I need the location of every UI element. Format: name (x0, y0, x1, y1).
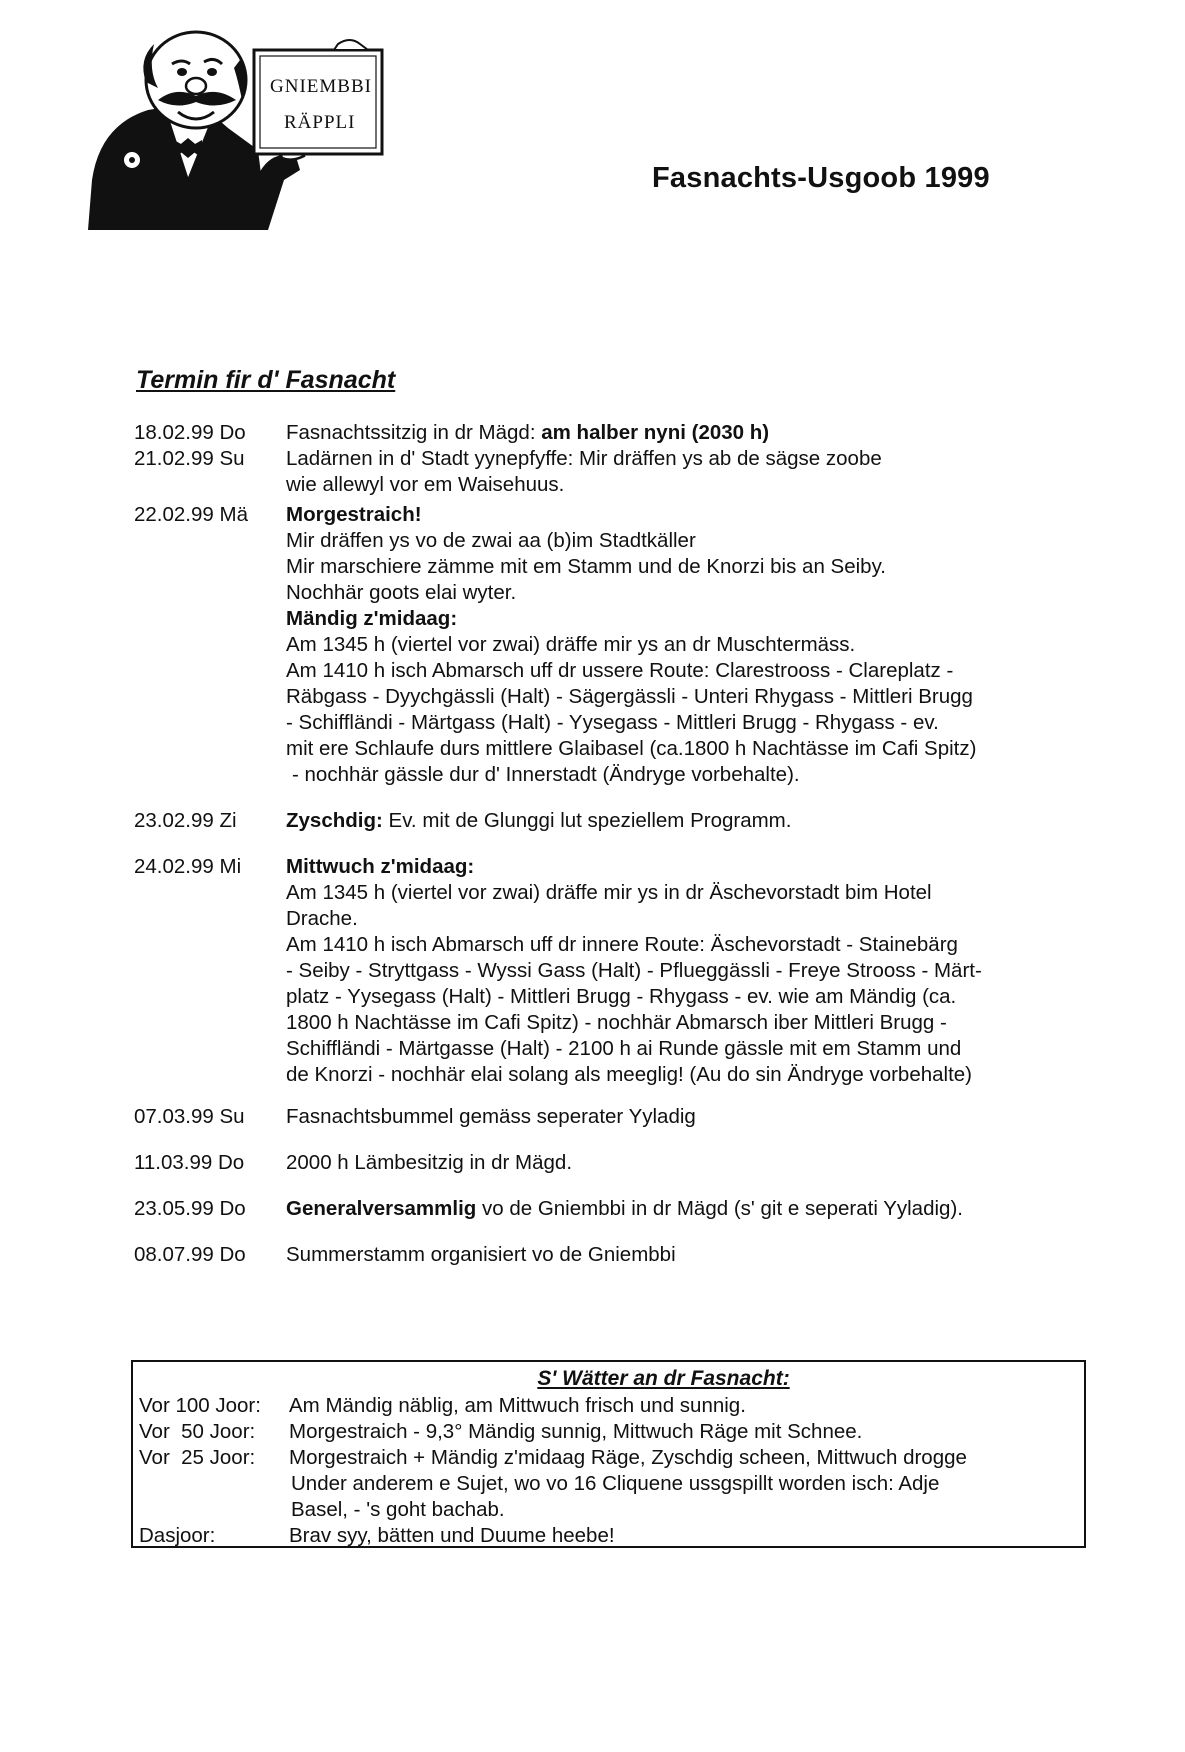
section-title: Termin fir d' Fasnacht (136, 366, 396, 394)
weather-text: Brav syy, bätten und Duume heebe! (289, 1524, 615, 1547)
entry-date: 23.02.99 Zi (134, 809, 237, 832)
entry-text: - nochhär gässle dur d' Innerstadt (Ändryge vorbehalte). (292, 763, 800, 786)
entry-text: wie allewyl vor em Waisehuus. (286, 473, 565, 496)
weather-label: Dasjoor: (139, 1524, 216, 1547)
schedule-entry (134, 1150, 1134, 1176)
logo-sign-line2: RÄPPLI (284, 112, 356, 133)
schedule-entry (134, 446, 1134, 498)
weather-row (139, 1523, 1078, 1549)
entry-text: Ladärnen in d' Stadt yynepfyffe: Mir dräffen ys ab de sägse zoobe (286, 447, 882, 470)
entry-date: 08.07.99 Do (134, 1243, 246, 1266)
schedule-entry (134, 502, 1134, 788)
document-title: Fasnachts-Usgoob 1999 (652, 162, 990, 194)
schedule-list (134, 420, 1134, 1268)
weather-title: S' Wätter an dr Fasnacht: (537, 1367, 790, 1390)
weather-text: Am Mändig näblig, am Mittwuch frisch und sunnig. (289, 1394, 746, 1417)
entry-text: Am 1345 h (viertel vor zwai) dräffe mir ys an dr Muschtermäss. (286, 633, 856, 656)
entry-heading: Mändig z'midaag: (286, 607, 458, 630)
entry-text: Mir dräffen ys vo de zwai aa (b)im Stadtkäller (286, 529, 696, 552)
entry-date: 07.03.99 Su (134, 1105, 245, 1128)
entry-text: mit ere Schlaufe durs mittlere Glaibasel (ca.1800 h Nachtässe im Cafi Spitz) (286, 737, 977, 760)
entry-text: Fasnachtsbummel gemäss seperater Yyladig (286, 1105, 696, 1128)
entry-text: Drache. (286, 907, 358, 930)
weather-label: Vor 50 Joor: (139, 1420, 256, 1443)
entry-text-bold: Generalversammlig (286, 1197, 477, 1220)
entry-text: 1800 h Nachtässe im Cafi Spitz) - nochhär Abmarsch iber Mittleri Brugg - (286, 1011, 947, 1034)
weather-text: Morgestraich - 9,3° Mändig sunnig, Mittwuch Räge mit Schnee. (289, 1420, 863, 1443)
schedule-entry (134, 808, 1134, 834)
gniembbi-logo (88, 30, 428, 230)
schedule-entry (134, 854, 1134, 1088)
weather-row (139, 1445, 1078, 1523)
entry-content (284, 854, 1134, 1088)
entry-text: Am 1345 h (viertel vor zwai) dräffe mir ys in dr Äschevorstadt bim Hotel (286, 881, 932, 904)
entry-text: 2000 h Lämbesitzig in dr Mägd. (286, 1151, 573, 1174)
entry-content (284, 1242, 1134, 1268)
entry-date: 11.03.99 Do (134, 1151, 245, 1174)
entry-text: Fasnachtssitzig in dr Mägd: (286, 421, 542, 444)
schedule-entry (134, 1196, 1134, 1222)
entry-content (284, 808, 1134, 834)
entry-text: - Seiby - Stryttgass - Wyssi Gass (Halt) - Pflueggässli - Freye Strooss - Märt- (286, 959, 982, 982)
entry-text-bold: Zyschdig: (286, 809, 383, 832)
entry-date: 24.02.99 Mi (134, 855, 242, 878)
schedule-entry (134, 1104, 1134, 1130)
entry-content (284, 446, 1134, 498)
entry-text: Am 1410 h isch Abmarsch uff dr innere Route: Äschevorstadt - Stainebärg (286, 933, 958, 956)
entry-date: 22.02.99 Mä (134, 503, 248, 526)
entry-text: de Knorzi - nochhär elai solang als meeglig! (Au do sin Ändryge vorbehalte) (286, 1063, 972, 1086)
entry-content (284, 1150, 1134, 1176)
weather-row (139, 1419, 1078, 1445)
entry-text: Mir marschiere zämme mit em Stamm und de Knorzi bis an Seiby. (286, 555, 887, 578)
entry-date: 23.05.99 Do (134, 1197, 246, 1220)
weather-box (131, 1360, 1086, 1548)
schedule-entry (134, 420, 1134, 446)
entry-text: Schiffländi - Märtgasse (Halt) - 2100 h ai Runde gässle mit em Stamm und (286, 1037, 962, 1060)
entry-text: vo de Gniembbi in dr Mägd (s' git e seperati Yyladig). (476, 1197, 963, 1220)
schedule-entry (134, 1242, 1134, 1268)
weather-text: Basel, - 's goht bachab. (291, 1498, 505, 1521)
entry-text: - Schiffländi - Märtgass (Halt) - Yysegass - Mittleri Brugg - Rhygass - ev. (286, 711, 939, 734)
weather-text: Under anderem e Sujet, wo vo 16 Cliquene ussgspillt worden isch: Adje (291, 1472, 940, 1495)
entry-text: Nochhär goots elai wyter. (286, 581, 517, 604)
entry-text: platz - Yysegass (Halt) - Mittleri Brugg - Rhygass - ev. wie am Mändig (ca. (286, 985, 957, 1008)
weather-label: Vor 100 Joor: (139, 1394, 261, 1417)
entry-content (284, 502, 1134, 788)
entry-date: 21.02.99 Su (134, 447, 245, 470)
entry-content (284, 420, 1134, 446)
entry-text-bold: am halber nyni (2030 h) (541, 421, 770, 444)
entry-heading: Morgestraich! (286, 503, 422, 526)
weather-row (139, 1393, 1078, 1419)
entry-content (284, 1196, 1134, 1222)
entry-content (284, 1104, 1134, 1130)
entry-text: Summerstamm organisiert vo de Gniembbi (286, 1243, 676, 1266)
weather-label: Vor 25 Joor: (139, 1446, 256, 1469)
entry-date: 18.02.99 Do (134, 421, 246, 444)
weather-text: Morgestraich + Mändig z'midaag Räge, Zyschdig scheen, Mittwuch drogge (289, 1446, 967, 1469)
entry-text: Ev. mit de Glunggi lut speziellem Programm. (382, 809, 792, 832)
entry-text: Räbgass - Dyychgässli (Halt) - Sägergässli - Unteri Rhygass - Mittleri Brugg (286, 685, 973, 708)
entry-text: Am 1410 h isch Abmarsch uff dr ussere Route: Clarestrooss - Clareplatz - (286, 659, 954, 682)
logo-sign-line1: GNIEMBBI (270, 76, 372, 97)
entry-heading: Mittwuch z'midaag: (286, 855, 475, 878)
